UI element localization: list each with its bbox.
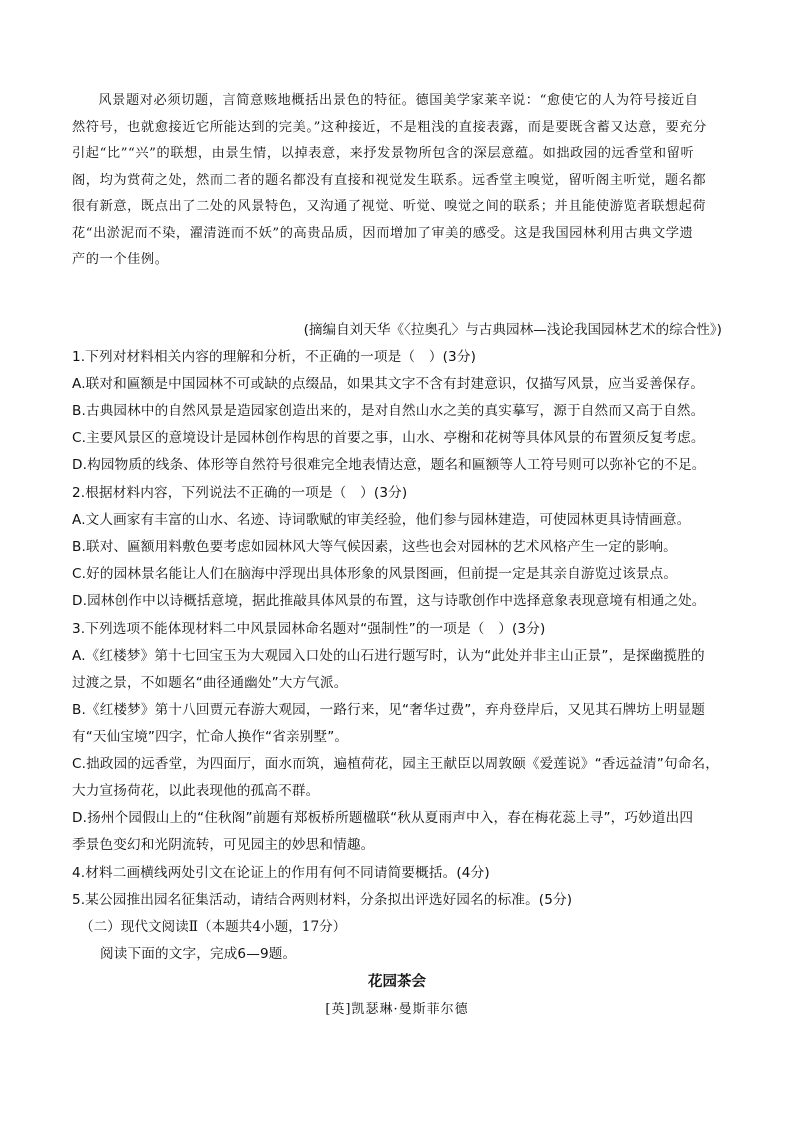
question-2-option-a: A.文人画家有丰富的山水、名迹、诗词歌赋的审美经验，他们参与园林建造，可使园林更具诗情画意。 xyxy=(72,512,691,528)
passage-line: 阁，均为赏荷之处，然而二者的题名都没有直接和视觉发生联系。远香堂主嗅觉，留听阁主听觉，题名都 xyxy=(72,172,707,188)
question-3-option-a: A.《红楼梦》第十七回宝玉为大观园入口处的山石进行题写时，认为“此处并非主山正景”，是探幽揽胜的 xyxy=(72,648,705,664)
passage-line: 然符号，也就愈接近它所能达到的完美。”这种接近，不是粗浅的直接表露，而是要既含蓄又达意，要充分 xyxy=(72,119,707,135)
section-heading: （二）现代文阅读Ⅱ（本题共4小题，17分） xyxy=(80,919,347,935)
question-3-option-b: B.《红楼梦》第十八回贾元春游大观园，一路行来，见“奢华过费”，弃舟登岸后，又见其石牌坊上明显题 xyxy=(72,702,706,718)
question-4: 4.材料二画横线两处引文在论证上的作用有何不同请简要概括。(4分) xyxy=(72,865,490,881)
passage-line: 很有新意，既点出了二处的风景特色，又沟通了视觉、听觉、嗅觉之间的联系；并且能使游览者联想起荷 xyxy=(72,199,707,214)
question-3-option-d: D.扬州个园假山上的“住秋阁”前题有郑板桥所题楹联“秋从夏雨声中入，春在梅花蕊上寻”，巧妙道出四 xyxy=(72,810,694,826)
question-1-option-b: B.古典园林中的自然风景是造园家创造出来的，是对自然山水之美的真实摹写，源于自然而又高于自然。 xyxy=(72,403,705,419)
question-5: 5.某公园推出园名征集活动，请结合两则材料，分条拟出评选好园名的标准。(5分) xyxy=(72,892,573,908)
reading-instruction: 阅读下面的文字，完成6—9题。 xyxy=(100,946,297,962)
question-2: 2.根据材料内容，下列说法不正确的一项是（ ）(3分) xyxy=(72,485,408,501)
question-1-option-c: C.主要风景区的意境设计是园林创作构思的首要之事，山水、亭榭和花树等具体风景的布置须反复考虑。 xyxy=(72,430,705,446)
question-3-option-a-cont: 过渡之景，不如题名“曲径通幽处”大方气派。 xyxy=(72,675,348,691)
passage-line: 产的一个佳例。 xyxy=(72,252,169,267)
question-2-option-b: B.联对、匾额用料敷色要考虑如园林风大等气候因素，这些也会对园林的艺术风格产生一定的影响。 xyxy=(72,539,677,555)
passage-line: 花“出淤泥而不染，濯清涟而不妖”的高贵品质，因而增加了审美的感受。这是我国园林利用古典文学遗 xyxy=(72,225,694,241)
passage-line: 引起“比”“兴”的联想，由景生情，以掉表意，来抒发景物所包含的深层意蕴。如拙政园的远香堂和留听 xyxy=(72,146,695,161)
question-1-option-d: D.构园物质的线条、体形等自然符号很难完全地表情达意，题名和匾额等人工符号则可以弥补它的不足。 xyxy=(72,457,706,473)
question-1-option-a: A.联对和匾额是中国园林不可或缺的点缀品，如果其文字不含有封建意识，仅描写风景，应当妥善保存。 xyxy=(72,376,705,392)
question-2-option-d: D.园林创作中以诗概括意境，据此推敲具体风景的布置，这与诗歌创作中选择意象表现意境有相通之处。 xyxy=(72,593,706,609)
question-3-option-c-cont: 大力宣扬荷花，以此表现他的孤高不群。 xyxy=(72,783,320,799)
passage-paragraph xyxy=(72,88,724,274)
question-2-option-c: C.好的园林景名能让人们在脑海中浮现出具体形象的风景图画，但前提一定是其亲自游览过该景点。 xyxy=(72,566,678,582)
passage-line: 风景题对必须切题，言简意赅地概括出景色的特征。德国美学家莱辛说：“愈使它的人为符号接近自 xyxy=(98,93,699,108)
question-3-option-b-cont: 有“天仙宝境”四字，忙命人换作“省亲别墅”。 xyxy=(72,729,349,745)
story-author: [英]凯瑟琳·曼斯菲尔德 xyxy=(325,1002,469,1017)
question-3-option-d-cont: 季景色变幻和光阴流转，可见园主的妙思和情趣。 xyxy=(72,837,375,853)
question-1: 1.下列对材料相关内容的理解和分析，不正确的一项是（ ）(3分) xyxy=(72,349,477,365)
story-title: 花园茶会 xyxy=(368,974,426,990)
source-citation: (摘编自刘天华《〈拉奥孔〉与古典园林—浅论我国园林艺术的综合性》) xyxy=(303,322,722,338)
question-3-option-c: C.拙政园的远香堂，为四面厅，面水而筑，遍植荷花，园主王献臣以周敦颐《爱莲说》“香远益清”句命名， xyxy=(72,756,719,772)
question-3: 3.下列选项不能体现材料二中风景园林命名题对“强制性”的一项是（ ）(3分) xyxy=(72,621,546,637)
